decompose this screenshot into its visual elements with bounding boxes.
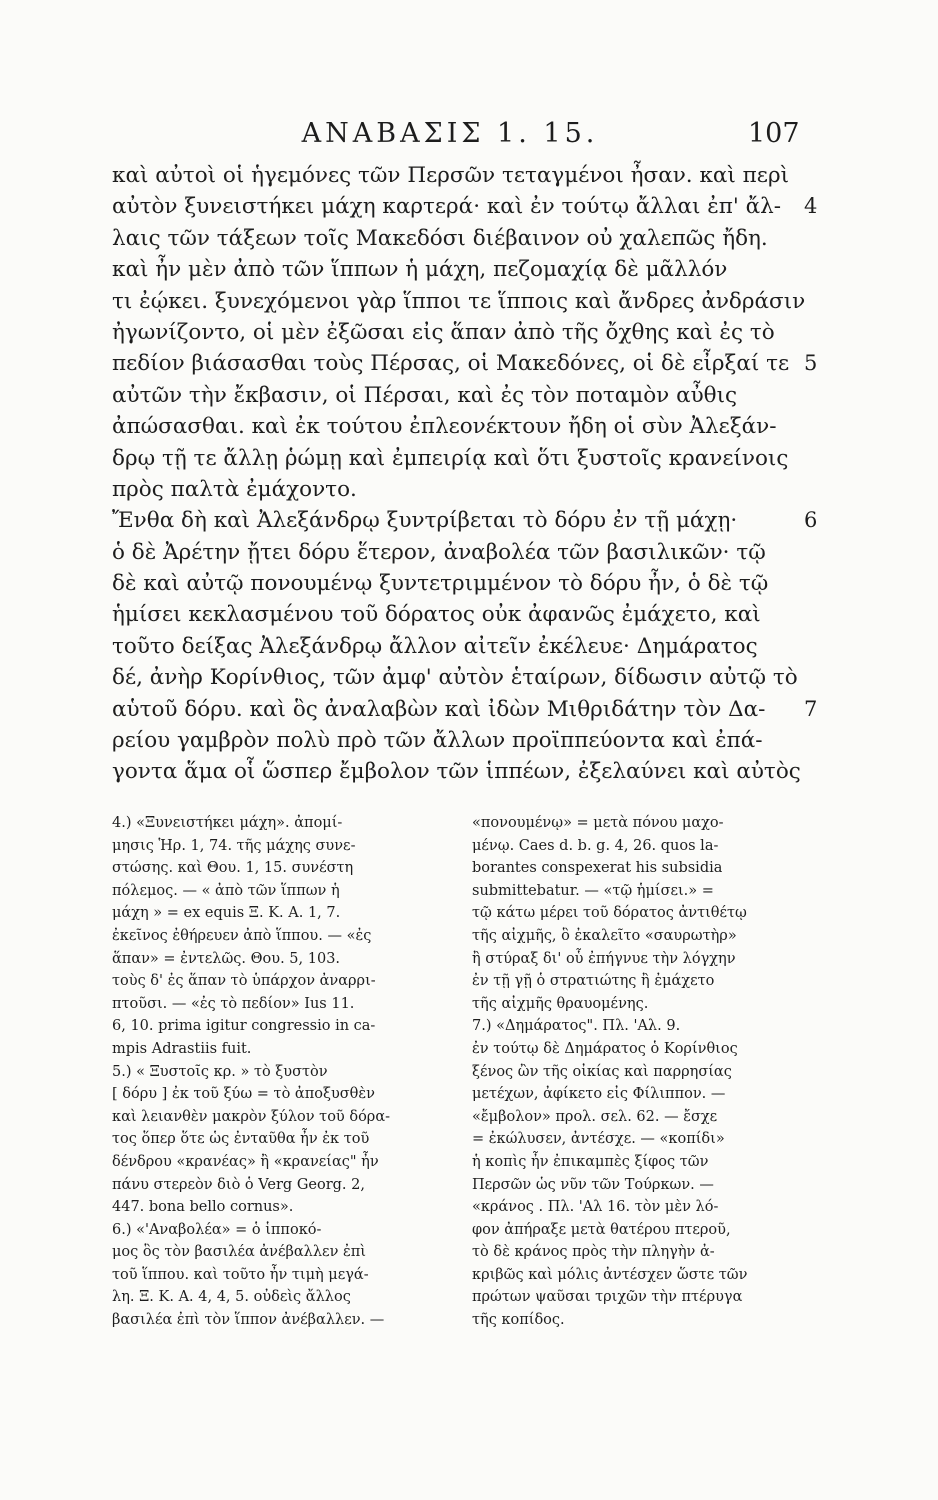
footnote-line: Περσῶν ὡς νῦν τῶν Τούρκων. — [472, 1176, 714, 1193]
text-line [112, 631, 792, 662]
text-line-content: δρῳ τῇ τε ἄλλῃ ῥώμῃ καὶ ἐμπειρίᾳ καὶ ὅτι ξυστοῖς κρανείνοις [112, 445, 789, 471]
footnote-line: βασιλέα ἐπὶ τὸν ἵππον ἀνέβαλλεν. — [112, 1312, 385, 1329]
text-line-content: λαις τῶν τάξεων τοῖς Μακεδόσι διέβαινον οὐ χαλεπῶς ἤδη. [112, 225, 768, 251]
footnote-line: 6.) «'Αναβολέα» = ὁ ἱπποκό- [112, 1221, 322, 1238]
page-number: 107 [748, 118, 800, 149]
text-line-content: πεδίον βιάσασθαι τοὺς Πέρσας, οἱ Μακεδόνες, οἱ δὲ εἶρξαί τε [112, 351, 790, 377]
text-line [112, 411, 792, 442]
text-line-content: ὁ δὲ Ἀρέτην ᾔτει δόρυ ἕτερον, ἀναβολέα τῶν βασιλικῶν· τῷ [112, 539, 766, 565]
section-number: 5 [804, 351, 818, 376]
text-line-content: αὐτῶν τὴν ἔκβασιν, οἱ Πέρσαι, καὶ ἐς τὸν ποταμὸν αὖθις [112, 382, 738, 408]
footnote-line: τὸ δὲ κράνος πρὸς τὴν πληγὴν ἀ- [472, 1244, 715, 1261]
text-line-content: ἀπώσασθαι. καὶ ἐκ τούτου ἐπλεονέκτουν ἤδη οἱ σὺν Ἀλεξάν- [112, 414, 777, 440]
footnote-line: [ δόρυ ] ἐκ τοῦ ξύω = τὸ ἀποξυσθὲν [112, 1086, 375, 1103]
footnote-line: πάνυ στερεὸν διὸ ὁ Verg Georg. 2, [112, 1176, 365, 1193]
text-line [112, 474, 792, 505]
text-line [112, 725, 792, 756]
text-line [112, 662, 798, 693]
text-line-content: τοῦτο δείξας Ἀλεξάνδρῳ ἄλλον αἰτεῖν ἐκέλευε· Δημάρατος [112, 633, 758, 659]
footnote-line: ἡ κοπὶς ἦν ἐπικαμπὲς ξίφος τῶν [472, 1153, 709, 1170]
footnote-line: 7.) «Δημάρατος". Πλ. 'Αλ. 9. [472, 1018, 681, 1035]
footnote-line: μάχη » = ex equis Ξ. Κ. Α. 1, 7. [112, 905, 341, 922]
footnote-line: τῆς αἰχμῆς, ὃ ἐκαλεῖτο «σαυρωτὴρ» [472, 927, 737, 944]
footnote-line: μος ὃς τὸν βασιλέα ἀνέβαλλεν ἐπὶ [112, 1244, 366, 1261]
text-line-content: δὲ καὶ αὐτῷ πονουμένῳ ξυντετριμμένον τὸ δόρυ ἦν, ὁ δὲ τῷ [112, 571, 769, 597]
main-text-block [112, 160, 818, 788]
footnote-line: φον ἀπήραξε μετὰ θατέρου πτεροῦ, [472, 1221, 731, 1238]
running-head: ΑΝΑΒΑΣΙΣ 1. 15. [301, 118, 599, 149]
footnote-line: πόλεμος. — « ἀπὸ τῶν ἵππων ἡ [112, 882, 340, 899]
footnote-line: τῆς κοπίδος. [472, 1312, 565, 1329]
footnote-line: «ἔμβολον» προλ. σελ. 62. — ἔσχε [472, 1108, 718, 1125]
footnote-line: 447. bona bello cornus». [112, 1199, 294, 1216]
footnote-line: ἐν τῇ γῇ ὁ στρατιώτης ἢ ἐμάχετο [472, 973, 715, 990]
text-line [112, 317, 792, 348]
footnote-line: πρώτων ψαῦσαι τριχῶν τὴν πτέρυγα [472, 1289, 743, 1306]
text-line-content: δέ, ἀνὴρ Κορίνθιος, τῶν ἀμφ' αὐτὸν ἑταίρων, δίδωσιν αὐτῷ τὸ [112, 665, 798, 691]
footnote-column-right [472, 812, 802, 1332]
text-line [112, 505, 818, 536]
text-line-content: καὶ ἦν μὲν ἀπὸ τῶν ἵππων ἡ μάχη, πεζομαχίᾳ δὲ μᾶλλόν [112, 257, 728, 283]
text-line-content: αὑτοῦ δόρυ. καὶ ὃς ἀναλαβὼν καὶ ἰδὼν Μιθριδάτην τὸν Δα- [112, 696, 766, 722]
footnote-line: «κράνος . Πλ. 'Αλ 16. τὸν μὲν λό- [472, 1199, 719, 1216]
text-line [112, 160, 792, 191]
footnote-line: λη. Ξ. Κ. Α. 4, 4, 5. οὐδεὶς ἄλλος [112, 1289, 351, 1306]
footnote-line: 4.) «Ξυνειστήκει μάχη». ἀπομί- [112, 815, 343, 831]
section-number: 7 [804, 696, 818, 721]
text-line-content: καὶ αὐτοὶ οἱ ἡγεμόνες τῶν Περσῶν τεταγμένοι ἦσαν. καὶ περὶ [112, 163, 790, 188]
footnote-line: «πονουμένῳ» = μετὰ πόνου μαχο- [472, 815, 724, 831]
text-line-content: ρείου γαμβρὸν πολὺ πρὸ τῶν ἄλλων προϊππεύοντα καὶ ἐπά- [112, 728, 763, 754]
text-line [112, 286, 806, 317]
footnote-line: τος ὅπερ ὅτε ὡς ἐνταῦθα ἦν ἐκ τοῦ [112, 1131, 370, 1148]
footnote-line: καὶ λειανθὲν μακρὸν ξύλον τοῦ δόρα- [112, 1108, 391, 1125]
section-number: 6 [804, 508, 818, 533]
footnote-line: mpis Adrastiis fuit. [112, 1040, 252, 1057]
footnote-line: ἐν τούτῳ δὲ Δημάρατος ὁ Κορίνθιος [472, 1040, 738, 1057]
footnote-line: 5.) « Ξυστοῖς κρ. » τὸ ξυστὸν [112, 1063, 328, 1080]
footnote-line: τοὺς δ' ἐς ἅπαν τὸ ὑπάρχον ἀναρρι- [112, 973, 376, 990]
text-line-content: πρὸς παλτὰ ἐμάχοντο. [112, 476, 357, 502]
footnote-line: = ἐκώλυσεν, ἀντέσχε. — «κοπίδι» [472, 1131, 725, 1148]
footnote-line: ξένος ὢν τῆς οἰκίας καὶ παρρησίας [472, 1063, 732, 1080]
text-line [112, 443, 792, 474]
text-line [112, 223, 792, 254]
section-number: 4 [804, 194, 818, 219]
text-line [112, 568, 792, 599]
text-line [112, 599, 792, 630]
footnote-line: μένῳ. Caes d. b. g. 4, 26. quos la- [472, 837, 719, 854]
footnote-line: τῷ κάτω μέρει τοῦ δόρατος ἀντιθέτῳ [472, 905, 747, 922]
footnote-line: δένδρου «κρανέας» ἢ «κρανείας" ἦν [112, 1153, 379, 1170]
text-line [112, 756, 801, 787]
footnote-line: ἅπαν» = ἐντελῶς. Θου. 5, 103. [112, 950, 341, 967]
footnote-line: ἢ στύραξ δι' οὗ ἐπήγνυε τὴν λόγχην [472, 950, 736, 967]
footnote-line: 6, 10. prima igitur congressio in ca- [112, 1018, 376, 1035]
footnote-line: πτοῦσι. — «ἐς τὸ πεδίον» Ius 11. [112, 995, 355, 1012]
footnote-line: ἐκεῖνος ἐθήρευεν ἀπὸ ἵππου. — «ἐς [112, 927, 372, 944]
text-line [112, 537, 792, 568]
text-line-content: γοντα ἅμα οἷ ὥσπερ ἔμβολον τῶν ἱππέων, ἐξελαύνει καὶ αὐτὸς [112, 759, 801, 785]
text-line [112, 348, 818, 379]
footnote-line: κριβῶς καὶ μόλις ἀντέσχεν ὥστε τῶν [472, 1266, 748, 1283]
footnote-line: στώσης. καὶ Θου. 1, 15. συνέστη [112, 860, 354, 877]
footnote-line: μετέχων, ἀφίκετο εἰς Φίλιππον. — [472, 1086, 726, 1103]
footnote-column-left [112, 812, 442, 1332]
text-line [112, 191, 818, 222]
text-line-content: Ἔνθα δὴ καὶ Ἀλεξάνδρῳ ξυντρίβεται τὸ δόρυ ἐν τῇ μάχῃ· [112, 508, 738, 534]
text-line [112, 694, 818, 725]
footnote-line: τοῦ ἵππου. καὶ τοῦτο ἦν τιμὴ μεγά- [112, 1266, 369, 1283]
text-line-content: τι ἐῴκει. ξυνεχόμενοι γὰρ ἵπποι τε ἵπποις καὶ ἄνδρες ἀνδράσιν [112, 288, 806, 314]
text-line-content: ἠγωνίζοντο, οἱ μὲν ἐξῶσαι εἰς ἅπαν ἀπὸ τῆς ὄχθης καὶ ἐς τὸ [112, 319, 775, 345]
text-line-content: αὐτὸν ξυνειστήκει μάχη καρτερά· καὶ ἐν τούτῳ ἄλλαι ἐπ' ἄλ- [112, 194, 782, 220]
footnote-line: borantes conspexerat his subsidia [472, 860, 723, 877]
text-line [112, 380, 792, 411]
text-line [112, 254, 792, 285]
footnote-line: τῆς αἰχμῆς θραυομένης. [472, 995, 649, 1012]
footnote-line: submittebatur. — «τῷ ἡμίσει.» = [472, 882, 714, 899]
text-line-content: ἡμίσει κεκλασμένου τοῦ δόρατος οὐκ ἀφανῶς ἐμάχετο, καὶ [112, 602, 761, 628]
footnote-line: μησις Ἡρ. 1, 74. τῆς μάχης συνε- [112, 837, 356, 854]
